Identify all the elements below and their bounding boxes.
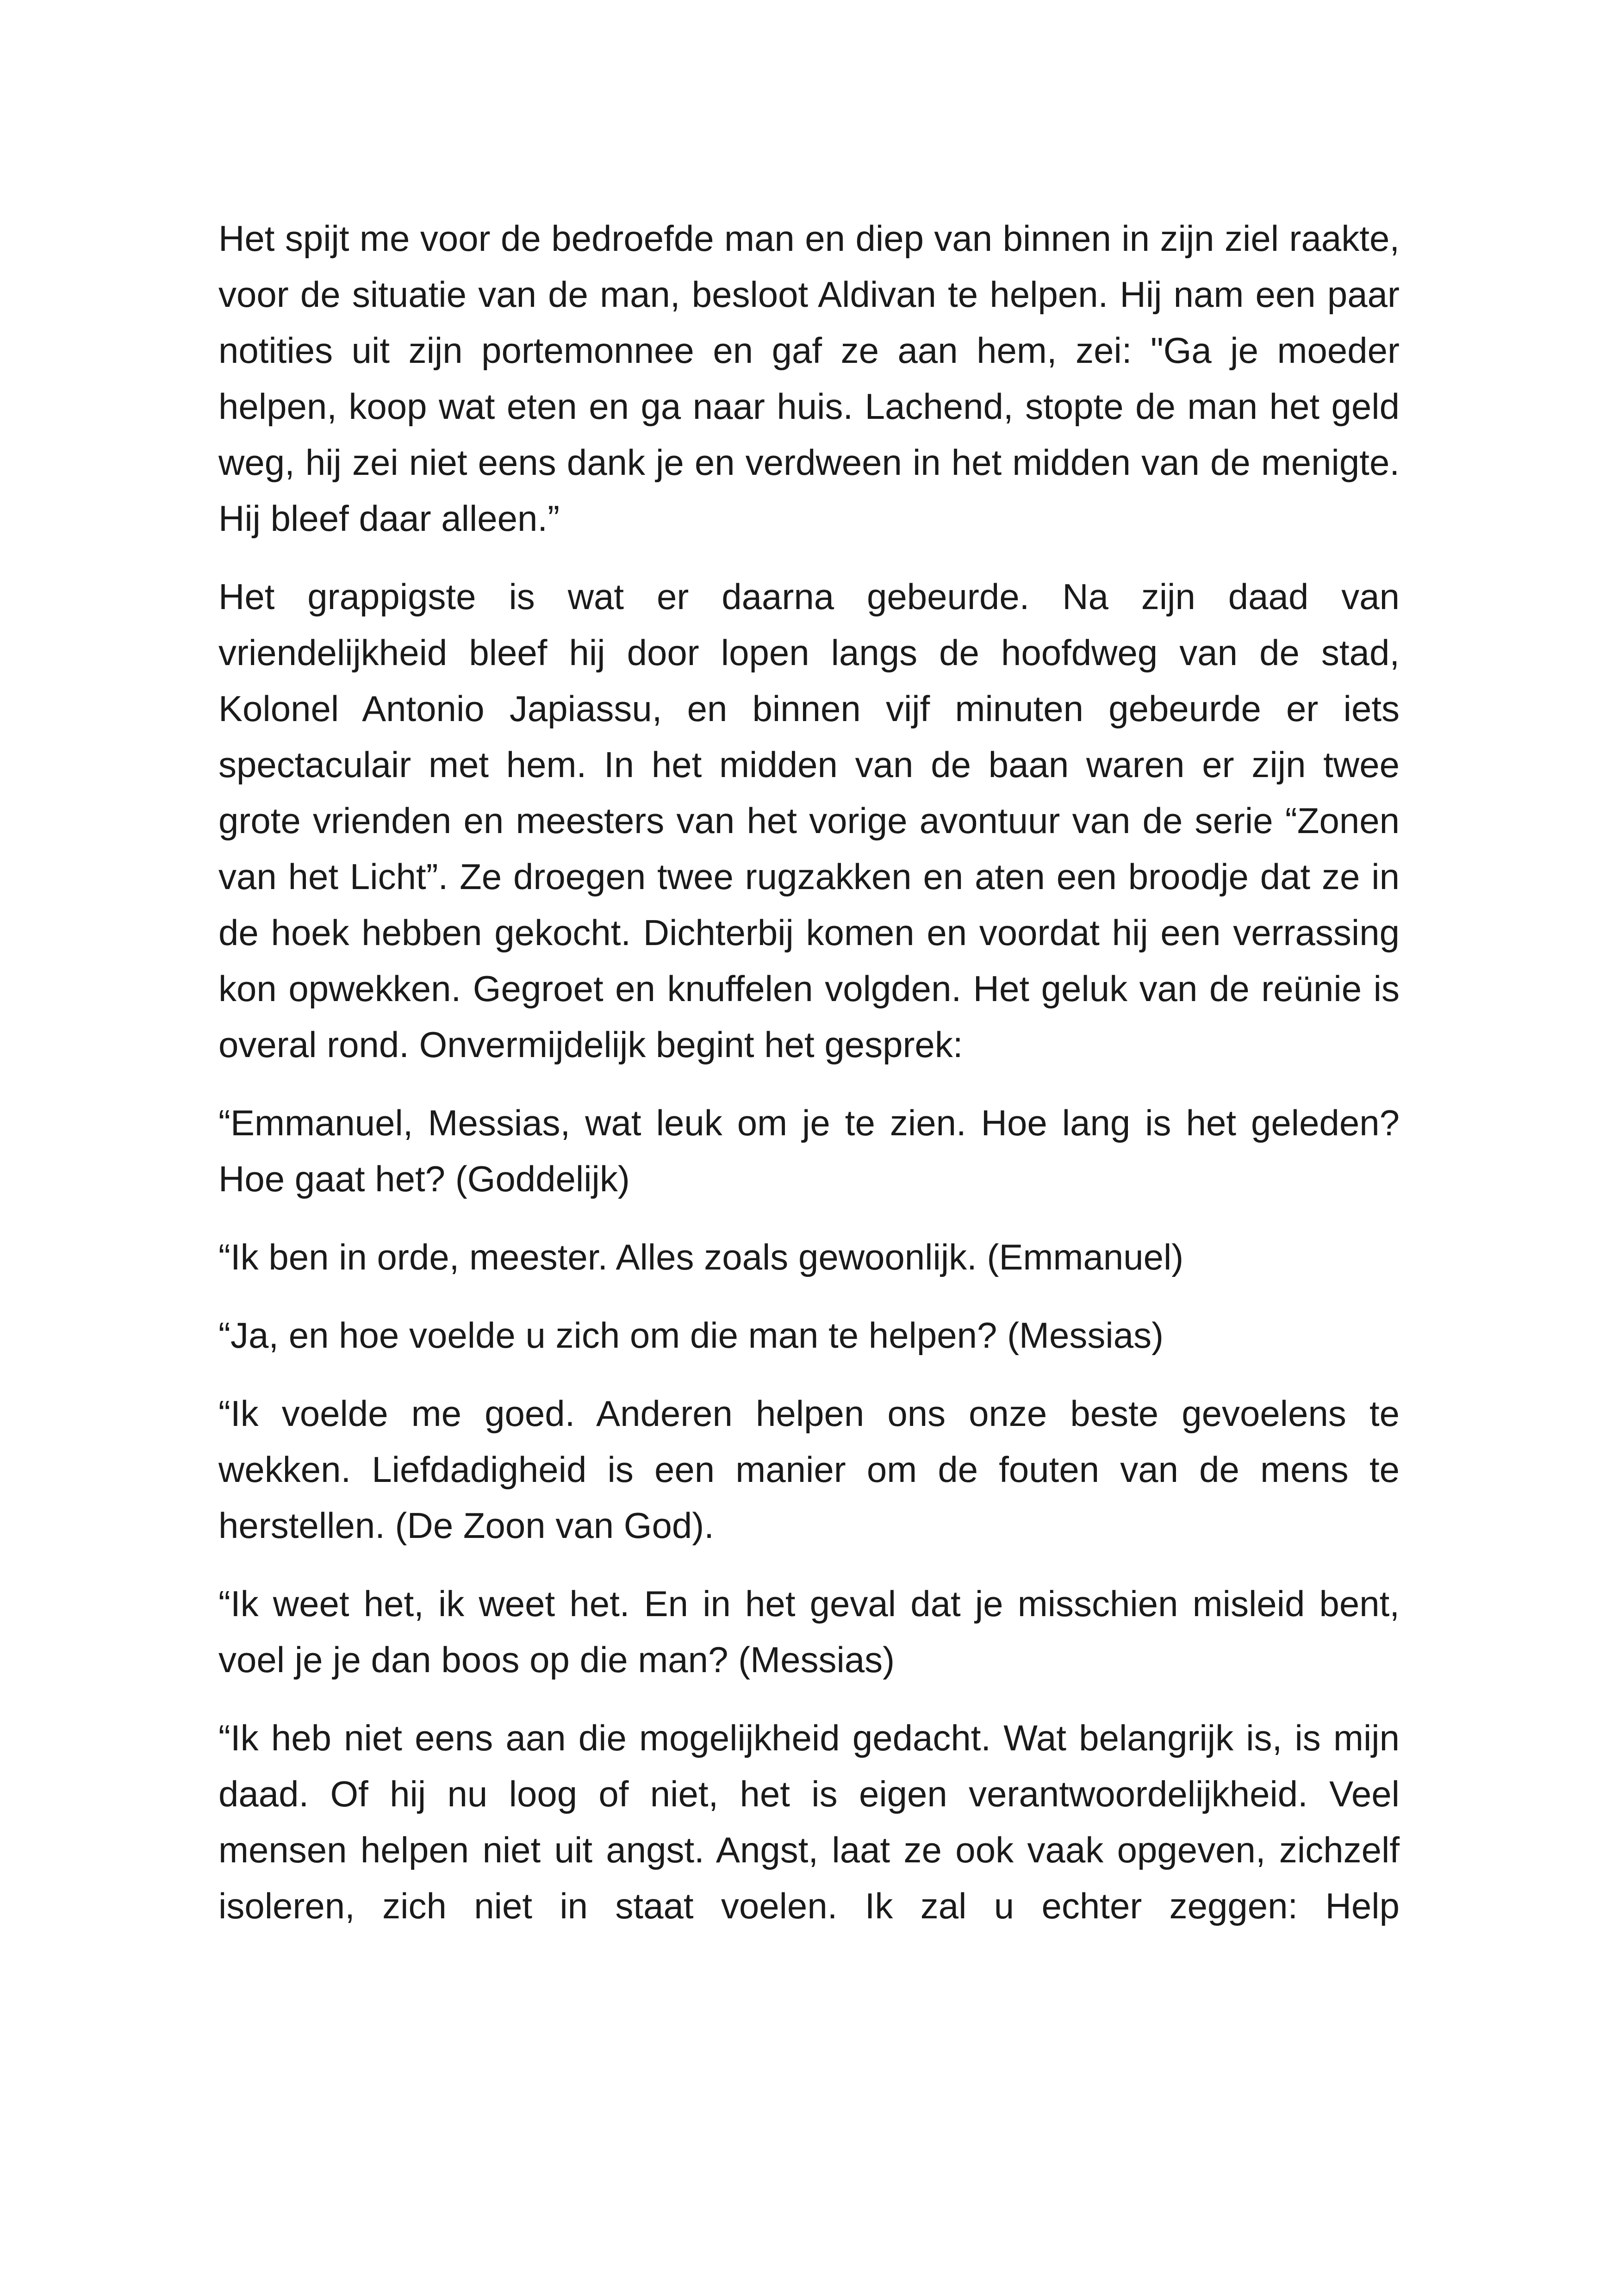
paragraph-7: “Ik weet het, ik weet het. En in het geval dat je misschien misleid bent, voel je je dan boos op die man? (Messias) [218,1583,1400,1680]
body-text [218,211,1400,1956]
paragraph-4: “Ik ben in orde, meester. Alles zoals gewoonlijk. (Emmanuel) [218,1237,1184,1277]
paragraph-8: “Ik heb niet eens aan die mogelijkheid gedacht. Wat belangrijk is, is mijn daad. Of hij nu loog of niet, het is eigen verantwoordelijkheid. Veel mensen helpen niet uit angst. Angst, laat ze ook vaak opgeven, zichzelf isoleren, zich niet in staat voelen. Ik zal u echter zeggen: Help [218,1717,1400,1926]
paragraph-6: “Ik voelde me goed. Anderen helpen ons onze beste gevoelens te wekken. Liefdadigheid is een manier om de fouten van de mens te herstellen. (De Zoon van God). [218,1393,1400,1546]
paragraph-3: “Emmanuel, Messias, wat leuk om je te zien. Hoe lang is het geleden? Hoe gaat het? (Goddelijk) [218,1102,1400,1199]
paragraph-2: Het grappigste is wat er daarna gebeurde. Na zijn daad van vriendelijkheid bleef hij door lopen langs de hoofdweg van de stad, Kolonel Antonio Japiassu, en binnen vijf minuten gebeurde er iets spectaculair met hem. In het midden van de baan waren er zijn twee grote vrienden en meesters van het vorige avontuur van de serie “Zonen van het Licht”. Ze droegen twee rugzakken en aten een broodje dat ze in de hoek hebben gekocht. Dichterbij komen en voordat hij een verrassing kon opwekken. Gegroet en knuffelen volgden. Het geluk van de reünie is overal rond. Onvermijdelijk begint het gesprek: [218,576,1400,1065]
paragraph-1: Het spijt me voor de bedroefde man en diep van binnen in zijn ziel raakte, voor de situatie van de man, besloot Aldivan te helpen. Hij nam een paar notities uit zijn portemonnee en gaf ze aan hem, zei: "Ga je moeder helpen, koop wat eten en ga naar huis. Lachend, stopte de man het geld weg, hij zei niet eens dank je en verdween in het midden van de menigte. Hij bleef daar alleen.” [218,218,1400,539]
paragraph-5: “Ja, en hoe voelde u zich om die man te helpen? (Messias) [218,1315,1164,1356]
